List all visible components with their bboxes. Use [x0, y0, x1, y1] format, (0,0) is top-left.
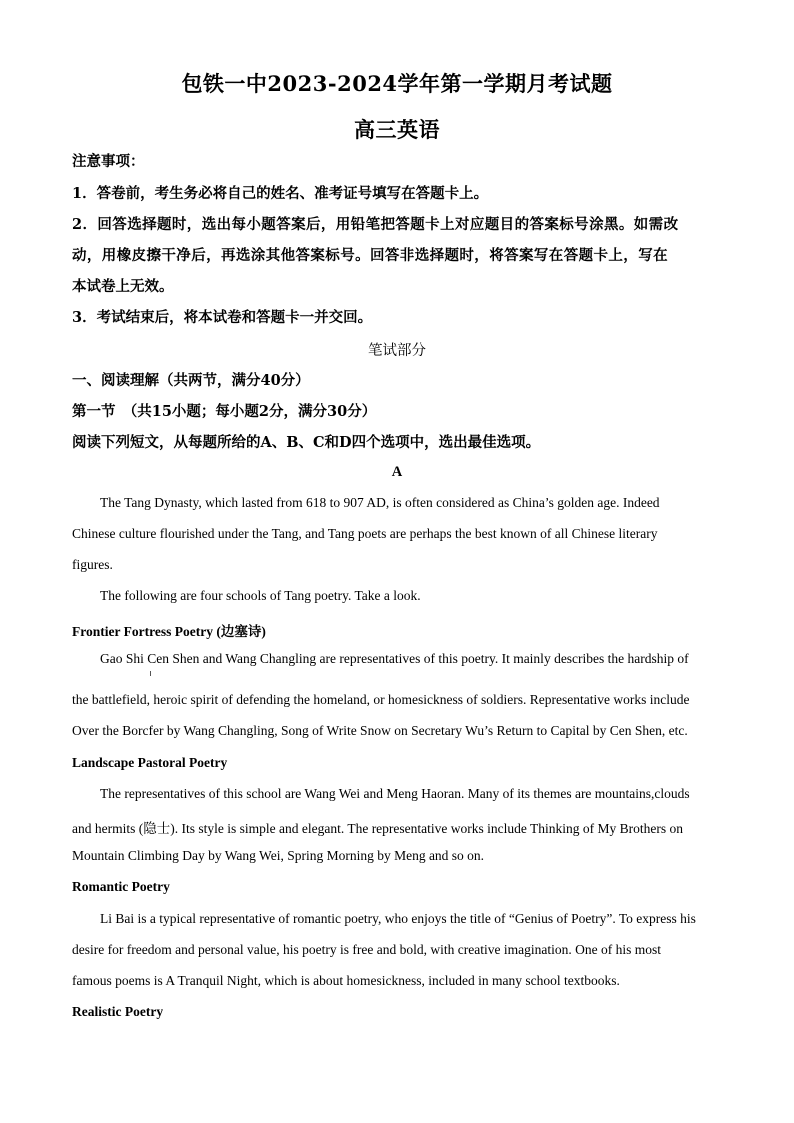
notes-item-2-line-2: 动，用橡皮擦干净后，再选涂其他答案标号。回答非选择题时，将答案写在答题卡上，写在 [72, 247, 668, 264]
passage-p3-line-2: the battlefield, heroic spirit of defending the homeland, or homesickness of soldiers. Representative works include [72, 692, 690, 707]
heading-realistic: Realistic Poetry [72, 1004, 164, 1019]
passage-p4-line-1: The representatives of this school are Wang Wei and Meng Haoran. Many of its themes are mountains,clouds [100, 786, 690, 801]
passage-p4-line-3: Mountain Climbing Day by Wang Wei, Spring Morning by Meng and so on. [72, 848, 485, 863]
passage-p5-line-2: desire for freedom and personal value, his poetry is free and bold, with creative imagination. One of his most [72, 942, 661, 957]
passage-p3-line-3: Over the Borcfer by Wang Changling, Song of Write Snow on Secretary Wu’s Return to Capital by Cen Shen, etc. [72, 723, 688, 738]
passage-p1-line-2: Chinese culture flourished under the Tang, and Tang poets are perhaps the best known of all Chinese literary [72, 526, 658, 541]
passage-letter: A [391, 464, 403, 480]
notes-heading: 注意事项： [72, 153, 145, 170]
stray-mark [150, 671, 151, 676]
passage-p1-line-1: The Tang Dynasty, which lasted from 618 to 907 AD, is often considered as China’s golden age. Indeed [100, 495, 660, 510]
passage-p5-line-3: famous poems is A Tranquil Night, which is about homesickness, included in many school textbooks. [72, 973, 620, 988]
passage-p2: The following are four schools of Tang poetry. Take a look. [100, 588, 421, 603]
part-1-heading: 一、阅读理解（共两节，满分40分） [72, 372, 310, 389]
exam-title: 包铁一中2023-2024学年第一学期月考试题 [181, 71, 613, 96]
section-1-heading: 第一节 （共15小题；每小题2分，满分30分） [72, 403, 377, 420]
reading-instruction: 阅读下列短文，从每题所给的A、B、C和D四个选项中，选出最佳选项。 [72, 434, 541, 451]
notes-item-3: 3．考试结束后，将本试卷和答题卡一并交回。 [72, 309, 373, 326]
notes-item-2-line-3: 本试卷上无效。 [72, 278, 174, 295]
heading-landscape-pastoral: Landscape Pastoral Poetry [72, 755, 228, 770]
passage-p1-line-3: figures. [72, 557, 113, 572]
exam-subtitle: 高三英语 [354, 117, 440, 142]
heading-romantic: Romantic Poetry [72, 879, 170, 894]
notes-item-1: 1．答卷前，考生务必将自己的姓名、准考证号填写在答题卡上。 [72, 185, 489, 202]
passage-p3-line-1: Gao Shi Cen Shen and Wang Changling are representatives of this poetry. It mainly describes the hardship of [100, 651, 689, 666]
notes-item-2-line-1: 2．回答选择题时，选出每小题答案后，用铅笔把答题卡上对应题目的答案标号涂黑。如需改 [72, 216, 679, 233]
passage-p4-line-2: and hermits (隐士). Its style is simple and elegant. The representative works include Thinking of My Brothers on [72, 821, 684, 836]
section-written: 笔试部分 [368, 343, 426, 359]
heading-frontier-fortress: Frontier Fortress Poetry (边塞诗) [72, 624, 266, 639]
passage-p5-line-1: Li Bai is a typical representative of romantic poetry, who enjoys the title of “Genius of Poetry”. To express his [100, 911, 696, 926]
